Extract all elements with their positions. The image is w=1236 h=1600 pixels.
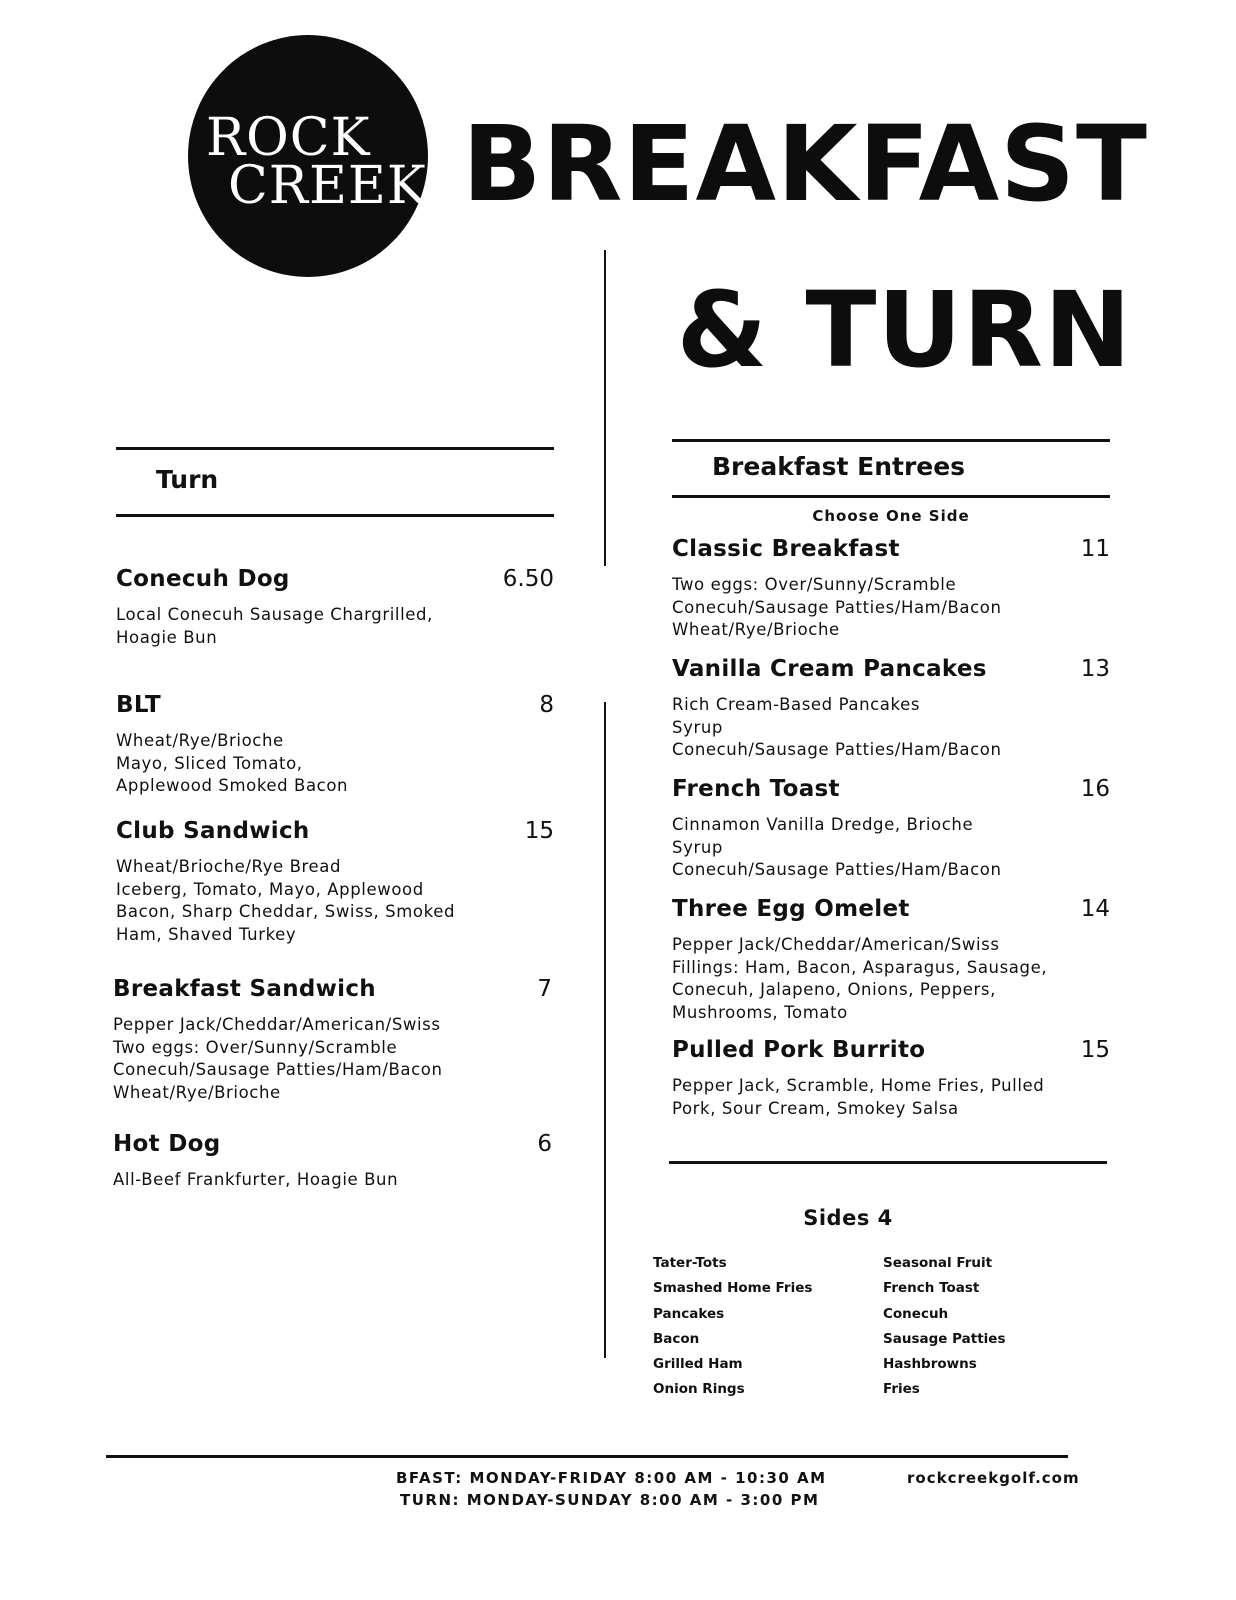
sides-title: Sides 4 bbox=[803, 1206, 893, 1230]
item-description: Cinnamon Vanilla Dredge, Brioche Syrup Conecuh/Sausage Patties/Ham/Bacon bbox=[672, 815, 1002, 879]
turn-rule-bottom bbox=[116, 514, 554, 517]
side-item: Smashed Home Fries bbox=[653, 1280, 813, 1297]
side-item: Bacon bbox=[653, 1330, 700, 1347]
menu-item bbox=[116, 566, 554, 649]
page-title-line-1: BREAKFAST bbox=[462, 103, 1148, 225]
vertical-divider-top bbox=[604, 250, 606, 566]
item-name: Three Egg Omelet bbox=[672, 896, 910, 922]
item-name: Pulled Pork Burrito bbox=[672, 1037, 926, 1063]
menu-item bbox=[672, 776, 1110, 882]
item-name: Club Sandwich bbox=[116, 818, 310, 844]
side-item: Seasonal Fruit bbox=[883, 1255, 993, 1271]
turn-heading: Turn bbox=[156, 465, 219, 494]
sides-rule bbox=[669, 1161, 1107, 1164]
item-description: Wheat/Brioche/Rye Bread Iceberg, Tomato, Mayo, Applewood Bacon, Sharp Cheddar, Swiss, Smoked Ham, Shaved Turkey bbox=[116, 857, 456, 944]
item-description: Pepper Jack/Cheddar/American/Swiss Fillings: Ham, Bacon, Asparagus, Sausage, Conecuh, Jalapeno, Onions, Peppers, Mushrooms, Tomato bbox=[672, 935, 1048, 1022]
side-item: Fries bbox=[883, 1381, 920, 1398]
vertical-divider-bottom bbox=[604, 702, 606, 1358]
menu-item bbox=[672, 536, 1110, 642]
item-name: Hot Dog bbox=[113, 1131, 221, 1157]
logo-line-1: ROCK bbox=[206, 108, 371, 168]
item-description: Wheat/Rye/Brioche Mayo, Sliced Tomato, Applewood Smoked Bacon bbox=[116, 731, 349, 795]
side-item: Conecuh bbox=[883, 1305, 949, 1322]
logo-line-2: CREEK bbox=[228, 156, 427, 216]
item-description: Two eggs: Over/Sunny/Scramble Conecuh/Sausage Patties/Ham/Bacon Wheat/Rye/Brioche bbox=[672, 575, 1002, 639]
item-description: Pepper Jack/Cheddar/American/Swiss Two eggs: Over/Sunny/Scramble Conecuh/Sausage Patties/Ham/Bacon Wheat/Rye/Brioche bbox=[113, 1015, 443, 1102]
menu-item bbox=[672, 896, 1110, 1024]
turn-hours: TURN: MONDAY-SUNDAY 8:00 AM - 3:00 PM bbox=[400, 1491, 820, 1509]
hours bbox=[396, 1467, 827, 1511]
side-item: French Toast bbox=[883, 1280, 980, 1297]
item-description: Pepper Jack, Scramble, Home Fries, Pulled Pork, Sour Cream, Smokey Salsa bbox=[672, 1076, 1045, 1118]
side-item: Hashbrowns bbox=[883, 1356, 977, 1373]
side-item: Sausage Patties bbox=[883, 1330, 1006, 1347]
side-item: Pancakes bbox=[653, 1305, 725, 1322]
menu-item bbox=[116, 692, 554, 798]
item-description: Rich Cream-Based Pancakes Syrup Conecuh/Sausage Patties/Ham/Bacon bbox=[672, 695, 1002, 759]
bfast-hours: BFAST: MONDAY-FRIDAY 8:00 AM - 10:30 AM bbox=[396, 1469, 827, 1487]
website-link[interactable]: rockcreekgolf.com bbox=[907, 1469, 1080, 1487]
menu-item bbox=[672, 656, 1110, 762]
menu-item bbox=[672, 1037, 1110, 1120]
logo-artwork bbox=[188, 35, 428, 277]
item-price: 15 bbox=[524, 818, 554, 844]
item-price: 8 bbox=[539, 692, 554, 718]
sides-list-right bbox=[883, 1251, 1005, 1403]
breakfast-rule-bottom bbox=[672, 495, 1110, 498]
breakfast-subheading: Choose One Side bbox=[812, 507, 970, 525]
page-title-line-2: & TURN bbox=[676, 269, 1132, 391]
item-price: 15 bbox=[1080, 1037, 1110, 1063]
footer-rule bbox=[106, 1455, 1068, 1458]
breakfast-rule-top bbox=[672, 439, 1110, 442]
item-name: French Toast bbox=[672, 776, 840, 802]
turn-rule-top bbox=[116, 447, 554, 450]
menu-item bbox=[113, 1131, 552, 1192]
item-price: 16 bbox=[1080, 776, 1110, 802]
item-price: 6 bbox=[537, 1131, 552, 1157]
item-name: Breakfast Sandwich bbox=[113, 976, 376, 1002]
rock-creek-logo bbox=[188, 35, 428, 277]
side-item: Onion Rings bbox=[653, 1381, 745, 1398]
menu-item bbox=[113, 976, 552, 1104]
item-name: Vanilla Cream Pancakes bbox=[672, 656, 987, 682]
side-item: Grilled Ham bbox=[653, 1356, 743, 1373]
item-price: 6.50 bbox=[502, 566, 554, 592]
breakfast-heading: Breakfast Entrees bbox=[712, 452, 966, 481]
item-name: Classic Breakfast bbox=[672, 536, 900, 562]
item-name: BLT bbox=[116, 692, 161, 718]
item-price: 13 bbox=[1080, 656, 1110, 682]
item-price: 11 bbox=[1080, 536, 1110, 562]
item-description: Local Conecuh Sausage Chargrilled, Hoagie Bun bbox=[116, 605, 433, 647]
menu-item bbox=[116, 818, 554, 946]
side-item: Tater-Tots bbox=[653, 1255, 727, 1271]
item-price: 7 bbox=[537, 976, 552, 1002]
sides-list-left bbox=[653, 1251, 812, 1403]
item-name: Conecuh Dog bbox=[116, 566, 290, 592]
item-description: All-Beef Frankfurter, Hoagie Bun bbox=[113, 1170, 399, 1189]
item-price: 14 bbox=[1080, 896, 1110, 922]
